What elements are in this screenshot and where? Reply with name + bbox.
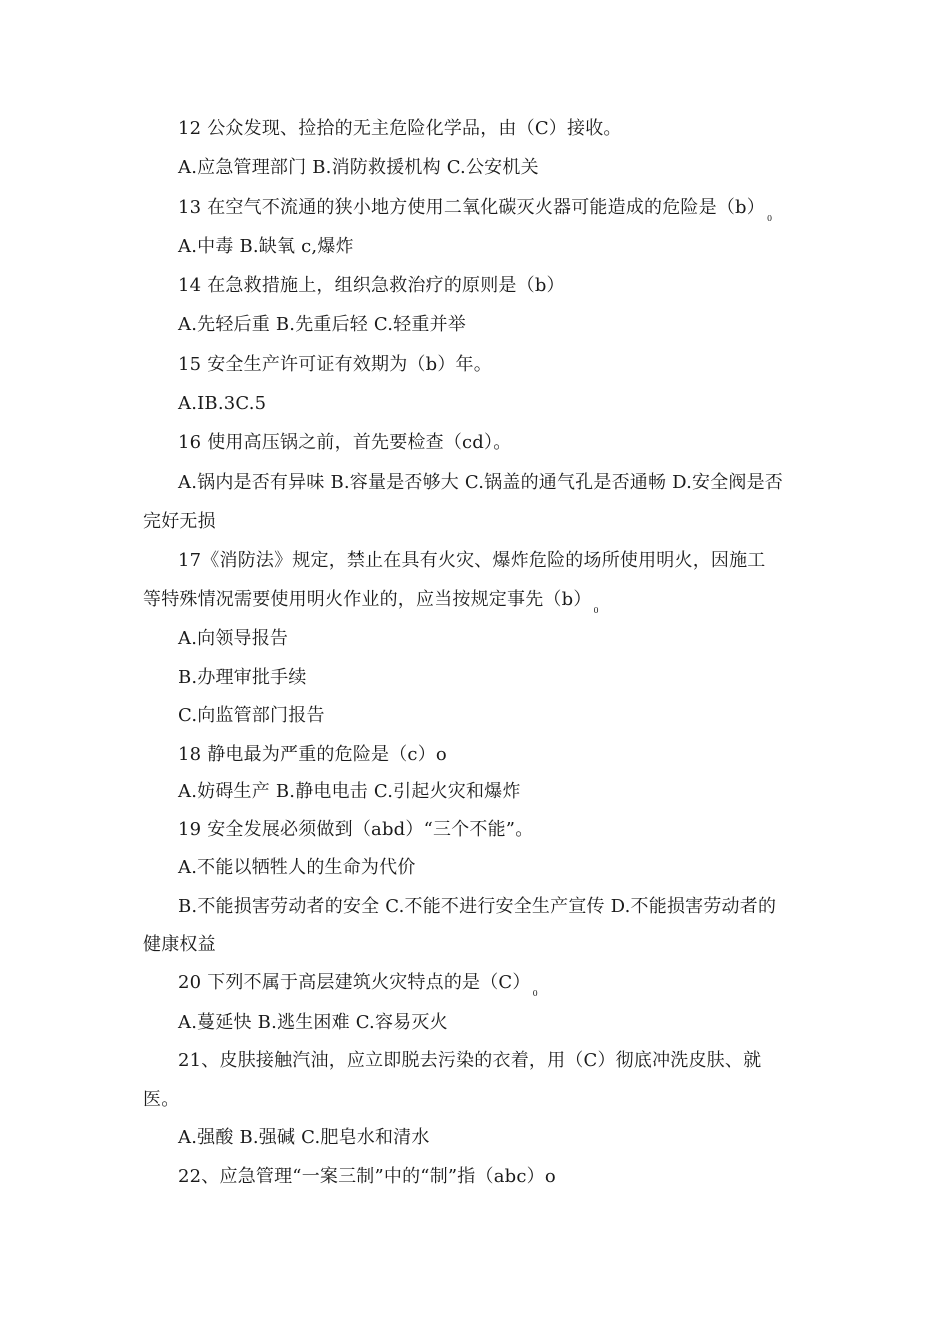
question-13: 13 在空气不流通的狭小地方使用二氧化碳灭火器可能造成的危险是$(b)_0$ [178,197,773,223]
question-16-options: A.锅内是否有异味 B.容量是否够大 C.锅盖的通气孔是否通畅 D.安全阀是否 [178,472,783,493]
period-mark: 0 [593,606,599,615]
question-17-option-b: B.办理审批手续 [178,667,307,688]
question-21-cont: 医。 [143,1089,180,1110]
question-19-options-cont: 健康权益 [143,934,216,955]
question-16: 16 使用高压锅之前，首先要检查（cd）。 [178,432,512,453]
question-12: 12 公众发现、捡拾的无主危险化学品，由（C）接收。 [178,118,622,139]
question-19: 19 安全发展必须做到（abd）“三个不能”。 [178,819,534,840]
question-15: 15 安全生产许可证有效期为（b）年。 [178,354,492,375]
question-20: 20 下列不属于高层建筑火灾特点的是$(C)_0$ [178,972,538,998]
question-17: 17《消防法》规定，禁止在具有火灾、爆炸危险的场所使用明火，因施工 [178,550,766,571]
question-21: 21、皮肤接触汽油，应立即脱去污染的衣着，用（C）彻底冲洗皮肤、就 [178,1050,762,1071]
question-17-cont: 等特殊情况需要使用明火作业的，应当按规定事先$(b)_0$ [143,589,599,615]
question-20-options: A.蔓延快 B.逃生困难 C.容易灭火 [178,1012,448,1033]
question-18-options: A.妨碍生产 B.静电电击 C.引起火灾和爆炸 [178,781,521,802]
question-14: 14 在急救措施上，组织急救治疗的原则是（b） [178,275,565,296]
period-mark: 0 [532,989,538,998]
question-21-options: A.强酸 B.强碱 C.肥皂水和清水 [178,1127,430,1148]
question-18: 18 静电最为严重的危险是（c）o [178,744,447,765]
question-14-options: A.先轻后重 B.先重后轻 C.轻重并举 [178,314,466,335]
question-19-options: B.不能损害劳动者的安全 C.不能不进行安全生产宣传 D.不能损害劳动者的 [178,896,777,917]
question-16-options-cont: 完好无损 [143,511,216,532]
question-17-option-c: C.向监管部门报告 [178,705,325,726]
question-15-options: A.IB.3C.5 [178,393,267,414]
question-12-options: A.应急管理部门 B.消防救援机构 C.公安机关 [178,157,539,178]
period-mark: 0 [766,214,773,223]
question-19-option-a: A.不能以牺牲人的生命为代价 [178,857,416,878]
question-17-option-a: A.向领导报告 [178,628,289,649]
question-13-options: A.中毒 B.缺氧 c,爆炸 [178,236,354,257]
question-22: 22、应急管理“一案三制”中的“制”指（abc）o [178,1166,556,1187]
